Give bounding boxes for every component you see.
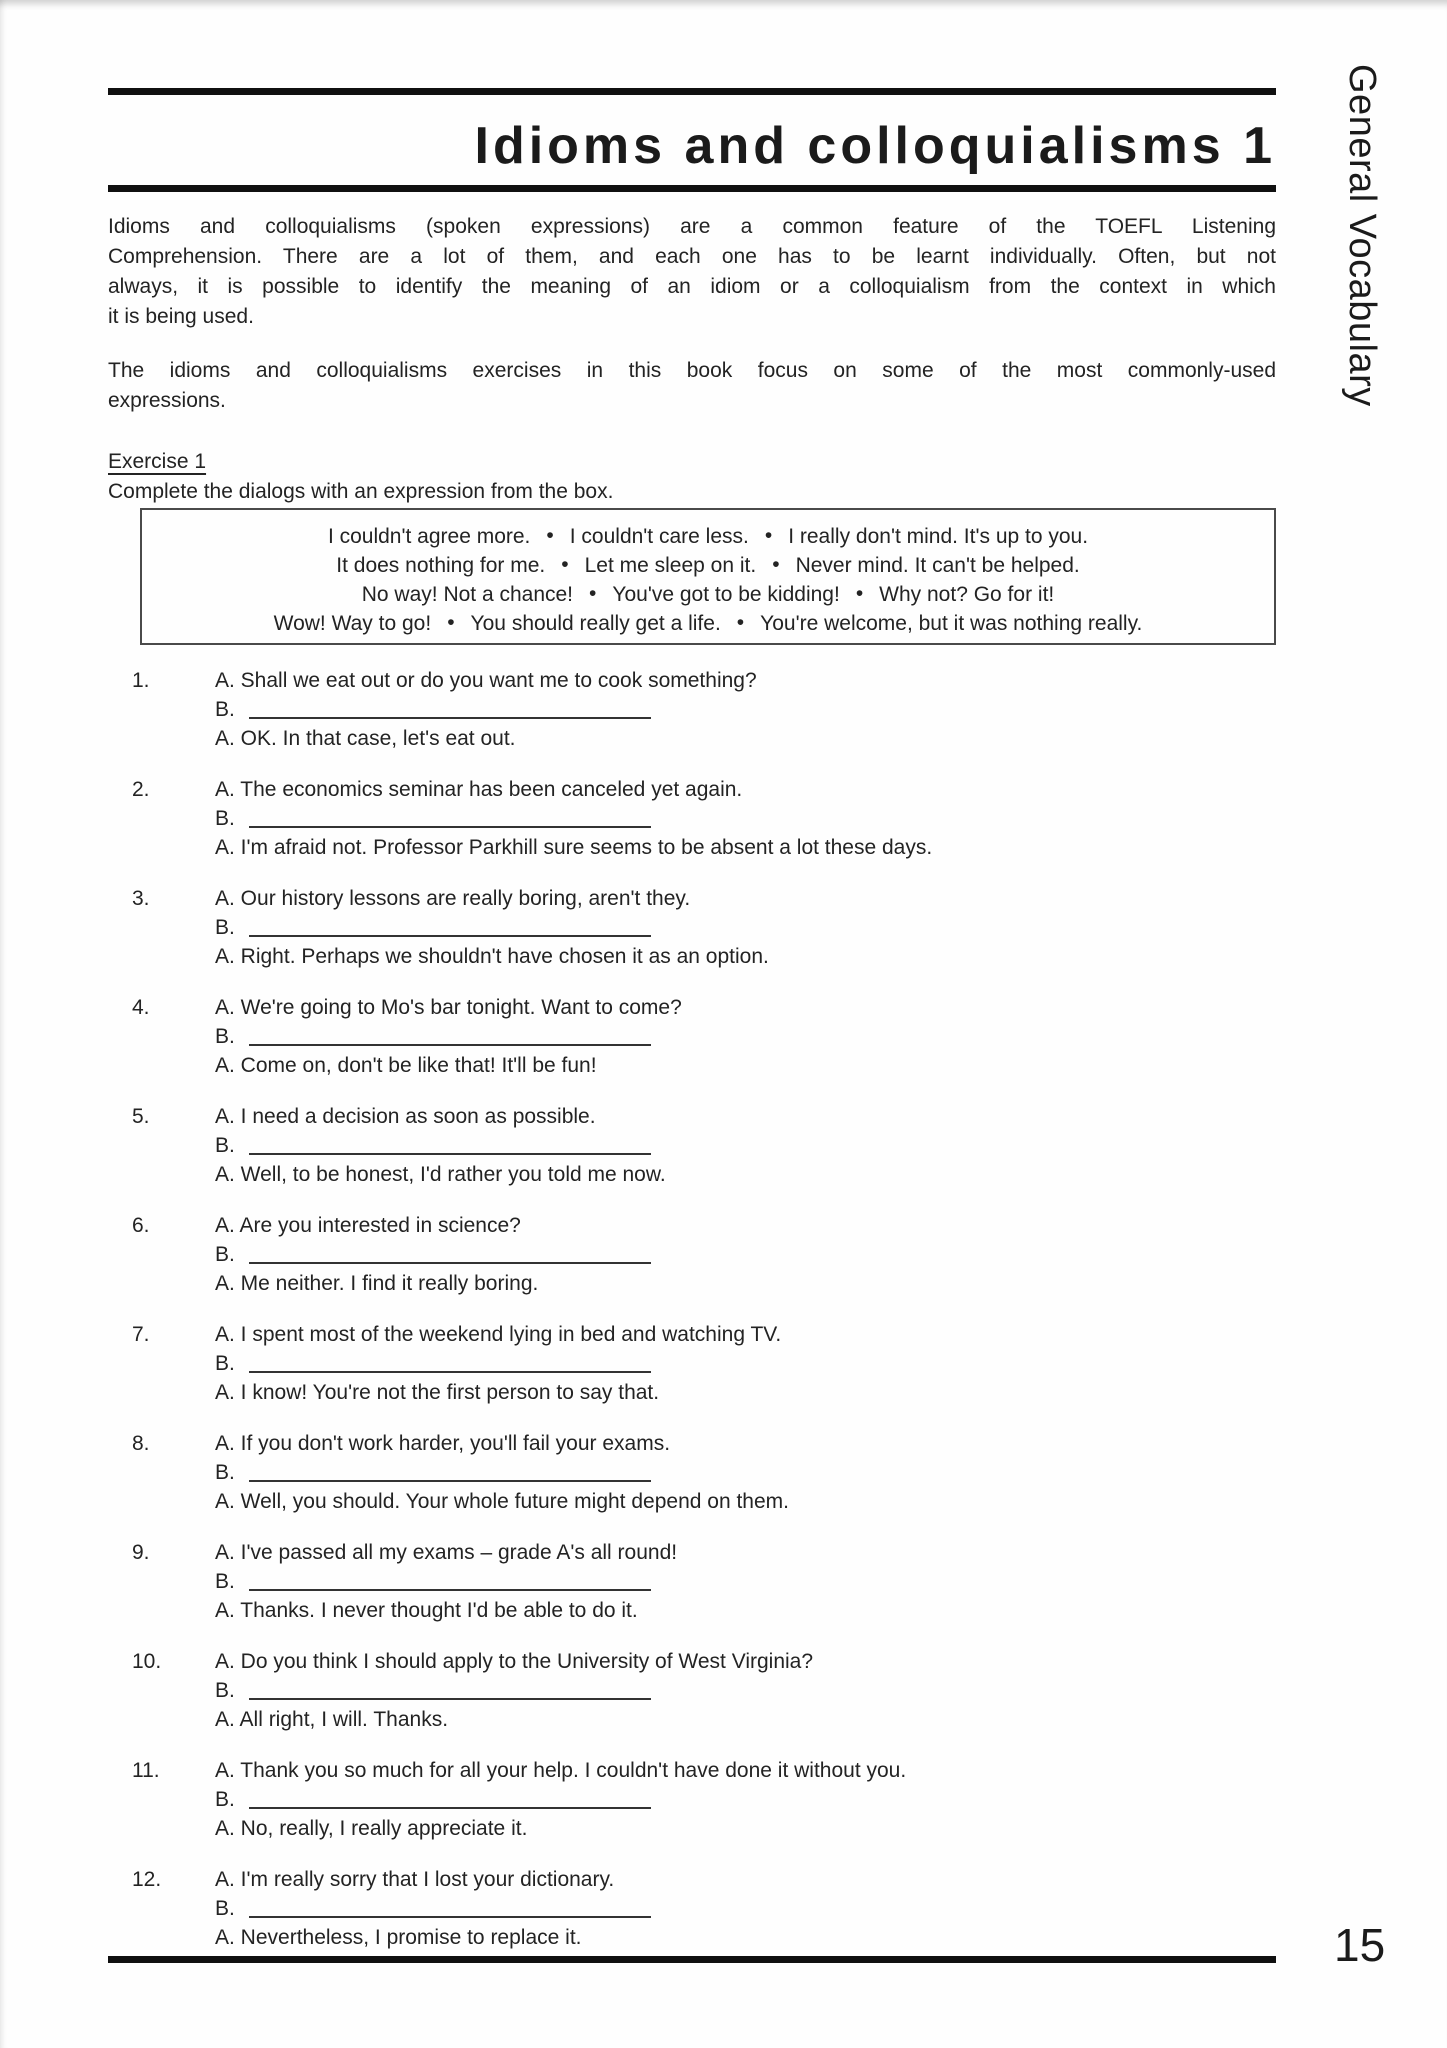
dialog-line-a: A. Thank you so much for all your help. I couldn't have done it without you. (215, 1759, 907, 1782)
expression-option: Never mind. It can't be helped. (795, 554, 1080, 577)
question-dialog (215, 666, 1276, 753)
question-number: 3. (132, 887, 150, 910)
dialog-line-b-label: B. (215, 1570, 235, 1593)
question-number: 9. (132, 1541, 150, 1564)
question-dialog (215, 1756, 1276, 1843)
answer-blank-line (249, 1153, 651, 1155)
dialog-line-b-label: B. (215, 916, 235, 939)
dialog-line-a: A. We're going to Mo's bar tonight. Want to come? (215, 996, 682, 1019)
dialog-line-a: A. All right, I will. Thanks. (215, 1708, 449, 1731)
question-dialog (215, 884, 1276, 971)
dialog-line-a: A. No, really, I really appreciate it. (215, 1817, 528, 1840)
question-item (108, 1756, 1276, 1843)
question-number: 2. (132, 778, 150, 801)
question-dialog (215, 1865, 1276, 1952)
questions-list (108, 666, 1276, 1974)
bullet-separator: • (546, 524, 554, 547)
question-number: 12. (132, 1868, 162, 1891)
dialog-line-a: A. Well, to be honest, I'd rather you told me now. (215, 1163, 666, 1186)
dialog-line-b-label: B. (215, 1352, 235, 1375)
dialog-line-b-label: B. (215, 1897, 235, 1920)
expression-box (140, 508, 1276, 645)
bullet-separator: • (589, 582, 597, 605)
answer-blank-line (249, 1698, 651, 1700)
expression-option: It does nothing for me. (336, 554, 546, 577)
paragraph-line: Comprehension. There are a lot of them, and each one has to be learnt individually. Often, but not (108, 245, 1276, 268)
dialog-line-a: A. Nevertheless, I promise to replace it. (215, 1926, 582, 1949)
question-number: 6. (132, 1214, 150, 1237)
dialog-line-b-label: B. (215, 1025, 235, 1048)
expression-option: I couldn't agree more. (327, 525, 531, 548)
dialog-line-a: A. I know! You're not the first person to say that. (215, 1381, 660, 1404)
dialog-line-a: A. Our history lessons are really boring, aren't they. (215, 887, 691, 910)
answer-blank-line (249, 1262, 651, 1264)
paragraph-line: it is being used. (108, 305, 254, 328)
page-number: 15 (1334, 1919, 1386, 1971)
question-dialog (215, 1538, 1276, 1625)
answer-blank-line (249, 1044, 651, 1046)
dialog-line-a: A. I'm really sorry that I lost your dictionary. (215, 1868, 615, 1891)
question-number: 8. (132, 1432, 150, 1455)
exercise-heading: Exercise 1 (108, 450, 207, 473)
question-dialog (215, 1429, 1276, 1516)
dialog-line-b-label: B. (215, 1134, 235, 1157)
dialog-line-a: A. The economics seminar has been canceled yet again. (215, 778, 743, 801)
question-item (108, 1211, 1276, 1298)
question-dialog (215, 993, 1276, 1080)
intro-paragraph-2 (108, 356, 1276, 416)
dialog-line-a: A. Are you interested in science? (215, 1214, 521, 1237)
dialog-line-b-label: B. (215, 1679, 235, 1702)
question-item (108, 993, 1276, 1080)
answer-blank-line (249, 1589, 651, 1591)
dialog-line-a: A. I spent most of the weekend lying in bed and watching TV. (215, 1323, 782, 1346)
dialog-line-a: A. I'm afraid not. Professor Parkhill sure seems to be absent a lot these days. (215, 836, 933, 859)
dialog-line-b-label: B. (215, 698, 235, 721)
expression-option: No way! Not a chance! (361, 583, 574, 606)
answer-blank-line (249, 717, 651, 719)
dialog-line-a: A. Come on, don't be like that! It'll be fun! (215, 1054, 597, 1077)
question-dialog (215, 775, 1276, 862)
question-dialog (215, 1211, 1276, 1298)
bullet-separator: • (561, 553, 569, 576)
answer-blank-line (249, 935, 651, 937)
question-item (108, 775, 1276, 862)
question-number: 11. (132, 1759, 160, 1782)
dialog-line-a: A. Do you think I should apply to the University of West Virginia? (215, 1650, 814, 1673)
expression-row (142, 551, 1274, 580)
dialog-line-b-label: B. (215, 807, 235, 830)
answer-blank-line (249, 1916, 651, 1918)
dialog-line-a: A. OK. In that case, let's eat out. (215, 727, 516, 750)
intro-paragraph-1 (108, 212, 1276, 332)
question-item (108, 1647, 1276, 1734)
expression-row (142, 609, 1274, 638)
answer-blank-line (249, 1480, 651, 1482)
dialog-line-a: A. If you don't work harder, you'll fail your exams. (215, 1432, 671, 1455)
bullet-separator: • (736, 611, 745, 634)
question-item (108, 666, 1276, 753)
question-number: 7. (132, 1323, 150, 1346)
paragraph-line: Idioms and colloquialisms (spoken expressions) are a common feature of the TOEFL Listening (108, 215, 1276, 238)
page-title: Idioms and colloquialisms 1 (474, 117, 1276, 175)
expression-option: Wow! Way to go! (273, 612, 432, 635)
question-item (108, 884, 1276, 971)
dialog-line-a: A. Thanks. I never thought I'd be able to do it. (215, 1599, 638, 1622)
dialog-line-a: A. Me neither. I find it really boring. (215, 1272, 539, 1295)
question-item (108, 1429, 1276, 1516)
question-number: 5. (132, 1105, 150, 1128)
bullet-separator: • (764, 524, 773, 547)
question-dialog (215, 1647, 1276, 1734)
question-dialog (215, 1102, 1276, 1189)
question-item (108, 1865, 1276, 1952)
expression-row (142, 522, 1274, 551)
dialog-line-a: A. Well, you should. Your whole future might depend on them. (215, 1490, 789, 1513)
title-rule (108, 185, 1276, 192)
main-column (108, 0, 1276, 2048)
answer-blank-line (249, 1371, 651, 1373)
dialog-line-b-label: B. (215, 1461, 235, 1484)
dialog-line-a: A. I've passed all my exams – grade A's all round! (215, 1541, 678, 1564)
expression-option: I couldn't care less. (569, 525, 749, 548)
answer-blank-line (249, 1807, 651, 1809)
expression-option: You should really get a life. (470, 612, 721, 635)
expression-option: You've got to be kidding! (612, 583, 840, 606)
expression-option: You're welcome, but it was nothing really. (760, 612, 1143, 635)
question-dialog (215, 1320, 1276, 1407)
top-rule (108, 88, 1276, 95)
expression-option: Why not? Go for it! (879, 583, 1055, 606)
dialog-line-b-label: B. (215, 1788, 235, 1811)
expression-option: Let me sleep on it. (584, 554, 757, 577)
question-number: 4. (132, 996, 150, 1019)
question-number: 1. (132, 669, 150, 692)
expression-option: I really don't mind. It's up to you. (788, 525, 1089, 548)
answer-blank-line (249, 826, 651, 828)
question-item (108, 1102, 1276, 1189)
exercise-instructions: Complete the dialogs with an expression from the box. (108, 480, 614, 503)
bullet-separator: • (772, 553, 780, 576)
paragraph-line: expressions. (108, 389, 226, 412)
question-item (108, 1538, 1276, 1625)
bottom-rule (108, 1956, 1276, 1963)
paragraph-line: The idioms and colloquialisms exercises in this book focus on some of the most commonly-used (108, 359, 1276, 382)
bullet-separator: • (447, 611, 455, 634)
dialog-line-a: A. Right. Perhaps we shouldn't have chosen it as an option. (215, 945, 769, 968)
paragraph-line: always, it is possible to identify the meaning of an idiom or a colloquialism from the context in which (108, 275, 1276, 298)
question-number: 10. (132, 1650, 162, 1673)
dialog-line-a: A. I need a decision as soon as possible. (215, 1105, 596, 1128)
dialog-line-b-label: B. (215, 1243, 235, 1266)
dialog-line-a: A. Shall we eat out or do you want me to cook something? (215, 669, 757, 692)
question-item (108, 1320, 1276, 1407)
section-sidebar-label: General Vocabulary (1341, 64, 1383, 407)
bullet-separator: • (855, 582, 864, 605)
expression-row (142, 580, 1274, 609)
